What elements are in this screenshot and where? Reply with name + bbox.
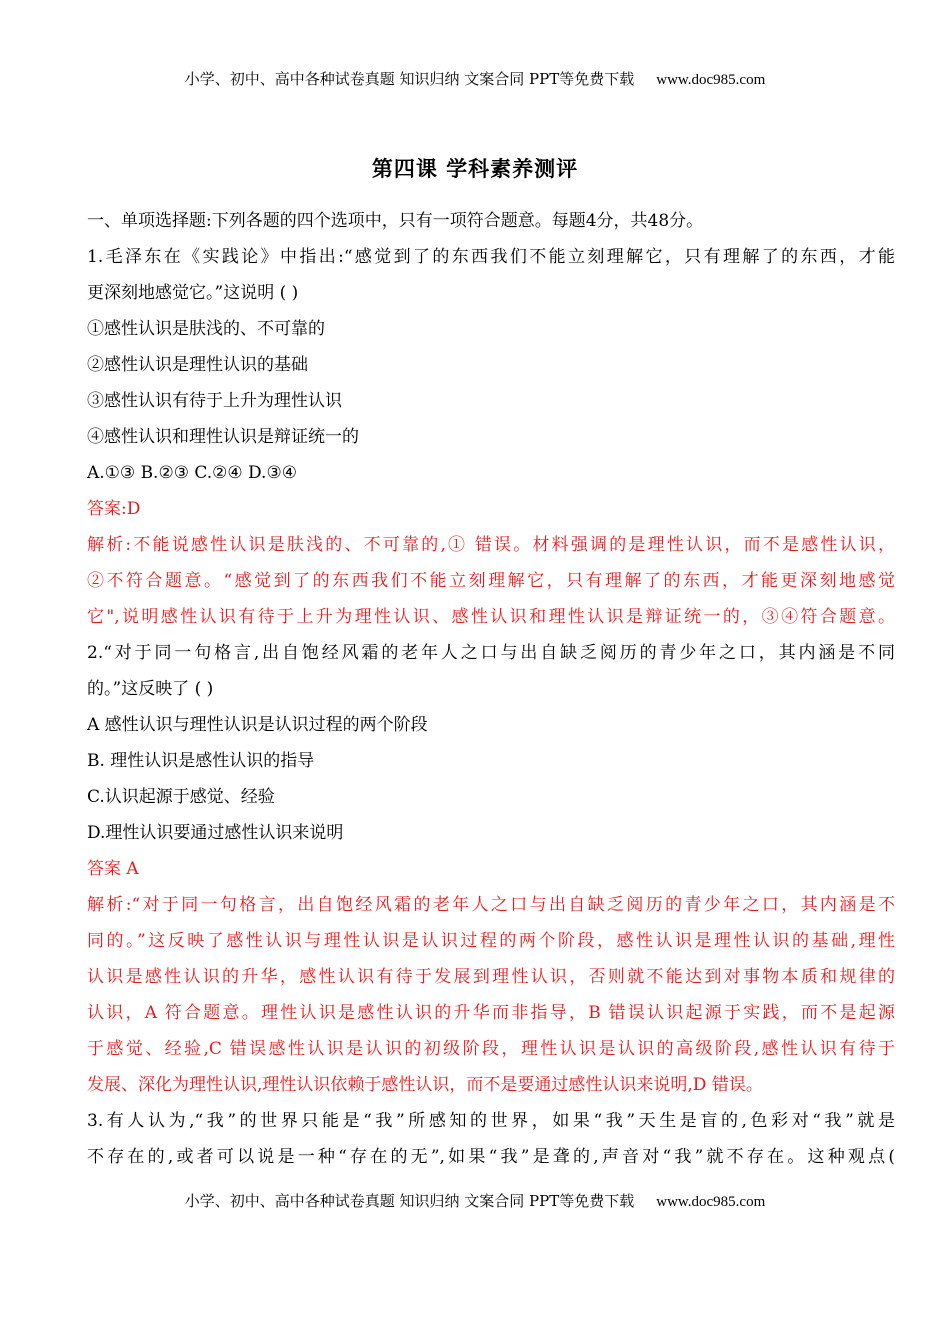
answer-line: 认识是感性认识的升华，感性认识有待于发展到理性认识，否则就不能达到对事物本质和规律的 [87, 967, 895, 987]
text-line: 3.有人认为,“我”的世界只能是“我”所感知的世界，如果“我”天生是盲的,色彩对“我”就是 [87, 1111, 895, 1131]
text-line: C.认识起源于感觉、经验 [87, 787, 275, 807]
text-line: B. 理性认识是感性认识的指导 [87, 751, 315, 771]
text-line: 一、单项选择题:下列各题的四个选项中，只有一项符合题意。每题4分，共48分。 [87, 211, 704, 231]
text-line: 不存在的,或者可以说是一种“存在的无”,如果“我”是聋的,声音对“我”就不存在。这种观点( [87, 1147, 895, 1167]
text-line: D.理性认识要通过感性认识来说明 [87, 823, 344, 843]
answer-line: 认识，A 符合题意。理性认识是感性认识的升华而非指导，B 错误认识起源于实践，而不是起源 [87, 1003, 895, 1023]
page-header [0, 68, 950, 89]
answer-line: 答案:D [87, 499, 141, 519]
header-url[interactable]: www.doc985.com [656, 72, 766, 88]
document-body [87, 203, 895, 1175]
answer-line: ②不符合题意。“感觉到了的东西我们不能立刻理解它，只有理解了的东西，才能更深刻地感觉 [87, 571, 895, 591]
text-line: ①感性认识是肤浅的、不可靠的 [87, 319, 325, 339]
text-line: 2.“对于同一句格言,出自饱经风霜的老年人之口与出自缺乏阅历的青少年之口，其内涵是不同 [87, 643, 895, 663]
footer-text: 小学、初中、高中各种试卷真题 知识归纳 文案合同 PPT等免费下载 [184, 1192, 635, 1210]
text-line: 的。”这反映了 ( ) [87, 679, 214, 699]
text-line: 更深刻地感觉它。”这说明 ( ) [87, 283, 299, 303]
text-line: ②感性认识是理性认识的基础 [87, 355, 308, 375]
answer-line: 于感觉、经验,C 错误感性认识是认识的初级阶段，理性认识是认识的高级阶段,感性认识有待于 [87, 1039, 895, 1059]
page-footer [0, 1190, 950, 1211]
text-line: ④感性认识和理性认识是辩证统一的 [87, 427, 359, 447]
footer-url[interactable]: www.doc985.com [656, 1194, 766, 1210]
answer-line: 同的。”这反映了感性认识与理性认识是认识过程的两个阶段，感性认识是理性认识的基础,理性 [87, 931, 895, 951]
answer-line: 解析:不能说感性认识是肤浅的、不可靠的,① 错误。材料强调的是理性认识，而不是感性认识， [87, 535, 895, 555]
text-line: ③感性认识有待于上升为理性认识 [87, 391, 342, 411]
answer-line: 解析:“对于同一句格言，出自饱经风霜的老年人之口与出自缺乏阅历的青少年之口，其内涵是不 [87, 895, 895, 915]
answer-line: 答案 A [87, 859, 139, 879]
header-text: 小学、初中、高中各种试卷真题 知识归纳 文案合同 PPT等免费下载 [184, 70, 635, 88]
answer-line: 发展、深化为理性认识,理性认识依赖于感性认识，而不是要通过感性认识来说明,D 错误。 [87, 1075, 763, 1095]
text-line: 1.毛泽东在《实践论》中指出:“感觉到了的东西我们不能立刻理解它，只有理解了的东西，才能 [87, 247, 895, 267]
page-title: 第四课 学科素养测评 [371, 156, 579, 181]
answer-line: 它",说明感性认识有待于上升为理性认识、感性认识和理性认识是辩证统一的，③④符合题意。 [87, 607, 895, 627]
text-line: A 感性认识与理性认识是认识过程的两个阶段 [87, 715, 428, 735]
text-line: A.①③ B.②③ C.②④ D.③④ [87, 463, 297, 483]
